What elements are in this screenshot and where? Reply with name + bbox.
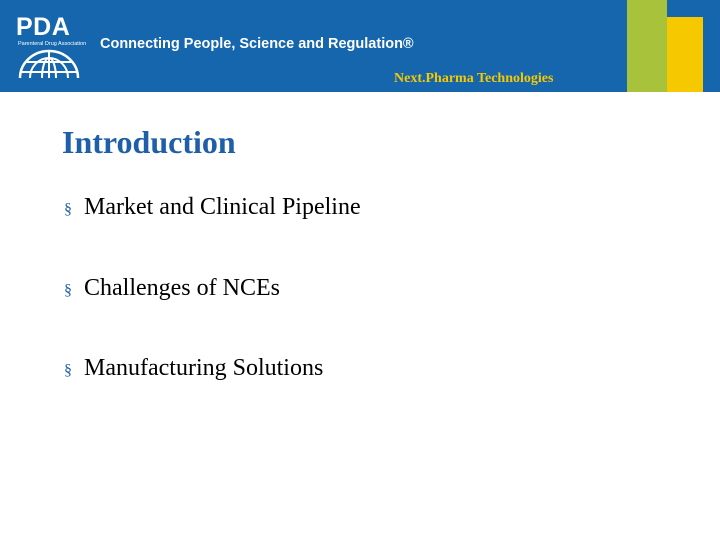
bullet-text: Manufacturing Solutions xyxy=(84,355,324,381)
logo-subtext: Parenteral Drug Association xyxy=(18,41,87,47)
tagline: Connecting People, Science and Regulation® xyxy=(100,36,414,52)
logo-text: PDA xyxy=(16,13,71,41)
bullet-item xyxy=(64,275,280,302)
accent-bar-yellow xyxy=(667,17,703,92)
header-banner xyxy=(0,0,720,92)
slide-title: Introduction xyxy=(62,124,236,160)
company-name: Next.Pharma Technologies xyxy=(394,71,554,86)
pda-logo xyxy=(14,14,90,80)
bullet-icon: § xyxy=(64,282,72,299)
bullet-icon: § xyxy=(64,362,72,379)
accent-bar-green xyxy=(627,0,667,92)
bullet-icon: § xyxy=(64,201,72,218)
bullet-item xyxy=(64,194,361,221)
globe-icon xyxy=(18,48,80,80)
bullet-item xyxy=(64,355,323,382)
bullet-text: Market and Clinical Pipeline xyxy=(84,194,361,220)
bullet-text: Challenges of NCEs xyxy=(84,275,280,301)
